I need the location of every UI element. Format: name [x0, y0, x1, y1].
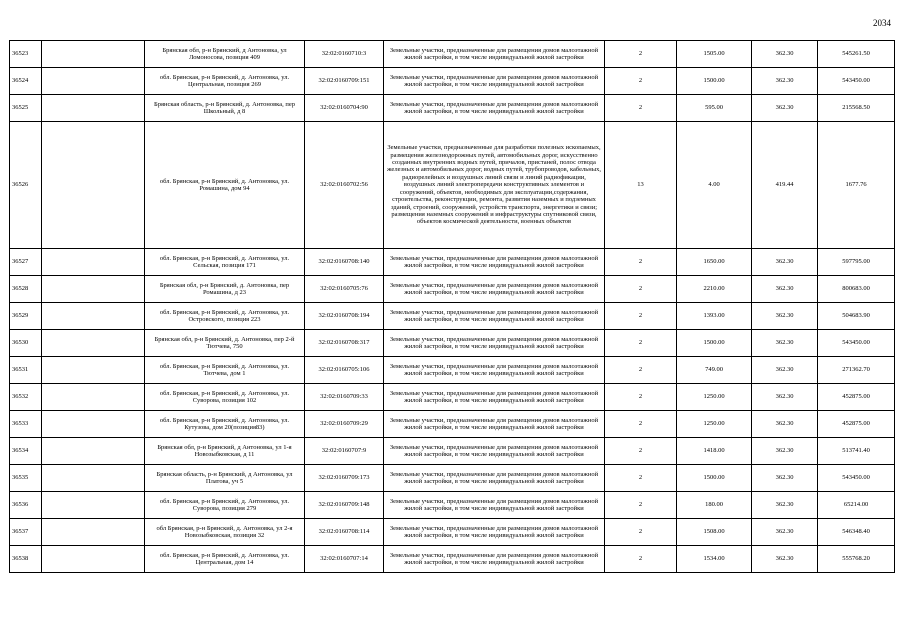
- empty-cell: [42, 438, 145, 465]
- cadastral-number-cell: 32:02:0160705:106: [305, 357, 384, 384]
- cadastral-value-cell: 1677.76: [818, 122, 895, 249]
- empty-cell: [42, 249, 145, 276]
- permitted-use-cell: Земельные участки, предназначенные для размещения домов малоэтажной жилой застройки, в том числе индивидуальной жилой застройки: [384, 546, 605, 573]
- unit-rate-cell: 362.30: [752, 465, 818, 492]
- table-row: [10, 465, 895, 492]
- empty-cell: [42, 41, 145, 68]
- empty-cell: [42, 519, 145, 546]
- table-row: [10, 303, 895, 330]
- table-row: [10, 68, 895, 95]
- area-cell: 1534.00: [677, 546, 752, 573]
- category-code-cell: 2: [605, 41, 677, 68]
- table-row: [10, 438, 895, 465]
- address-cell: Брянская обл, р-н Брянский, д. Антоновка, пер 2-й Тютчева, 750: [145, 330, 305, 357]
- area-cell: 1508.00: [677, 519, 752, 546]
- permitted-use-cell: Земельные участки, предназначенные для размещения домов малоэтажной жилой застройки, в том числе индивидуальной жилой застройки: [384, 438, 605, 465]
- permitted-use-cell: Земельные участки, предназначенные для размещения домов малоэтажной жилой застройки, в том числе индивидуальной жилой застройки: [384, 519, 605, 546]
- cadastral-number-cell: 32:02:0160708:114: [305, 519, 384, 546]
- category-code-cell: 2: [605, 68, 677, 95]
- category-code-cell: 2: [605, 492, 677, 519]
- category-code-cell: 2: [605, 438, 677, 465]
- area-cell: 180.00: [677, 492, 752, 519]
- permitted-use-cell: Земельные участки, предназначенные для разработки полезных ископаемых, размещения железнодорожных путей, автомобильных дорог, искусственно созданных внутренних водных путей, причалов, пристаней, полос отвода железных и автомобильных дорог, водных путей, трубопроводов, кабельных, радиорелейных и воздушных линий связи и линий радиофикации, воздушных линий электропередачи конструктивных элементов и сооружений, объектов, необходимых для эксплуатации,содержания, строительства, реконструкции, ремонта, развития наземных и подземных зданий, строений, сооружений, устройств транспорта, энергетики и связи; размещения наземных сооружений и инфраструктуры спутниковой связи, объектов космической деятельности, военных объектов: [384, 122, 605, 249]
- unit-rate-cell: 362.30: [752, 41, 818, 68]
- cadastral-number-cell: 32:02:0160708:194: [305, 303, 384, 330]
- cadastral-number-cell: 32:02:0160710:3: [305, 41, 384, 68]
- cadastral-number-cell: 32:02:0160709:29: [305, 411, 384, 438]
- table-row: [10, 276, 895, 303]
- row-number: 36525: [10, 95, 42, 122]
- unit-rate-cell: 419.44: [752, 122, 818, 249]
- area-cell: 1500.00: [677, 330, 752, 357]
- table-row: [10, 546, 895, 573]
- area-cell: 1250.00: [677, 411, 752, 438]
- table-row: [10, 519, 895, 546]
- empty-cell: [42, 330, 145, 357]
- unit-rate-cell: 362.30: [752, 95, 818, 122]
- area-cell: 749.00: [677, 357, 752, 384]
- address-cell: Брянская область, р-н Брянский, д. Антоновка, пер Школьный, д 8: [145, 95, 305, 122]
- cadastral-number-cell: 32:02:0160708:317: [305, 330, 384, 357]
- address-cell: обл. Брянская, р-н Брянский, д. Антоновка, ул. Тютчева, дом 1: [145, 357, 305, 384]
- address-cell: обл Брянская, р-н Брянский, д. Антоновка, ул 2-я Новозыбковская, позиция 32: [145, 519, 305, 546]
- unit-rate-cell: 362.30: [752, 384, 818, 411]
- permitted-use-cell: Земельные участки, предназначенные для размещения домов малоэтажной жилой застройки, в том числе индивидуальной жилой застройки: [384, 492, 605, 519]
- page-number: 2034: [873, 18, 891, 28]
- empty-cell: [42, 411, 145, 438]
- category-code-cell: 2: [605, 411, 677, 438]
- unit-rate-cell: 362.30: [752, 330, 818, 357]
- address-cell: обл. Брянская, р-н Брянский, д. Антоновка, ул. Ромашина, дом 94: [145, 122, 305, 249]
- row-number: 36535: [10, 465, 42, 492]
- row-number: 36538: [10, 546, 42, 573]
- permitted-use-cell: Земельные участки, предназначенные для размещения домов малоэтажной жилой застройки, в том числе индивидуальной жилой застройки: [384, 357, 605, 384]
- row-number: 36527: [10, 249, 42, 276]
- cadastral-number-cell: 32:02:0160702:56: [305, 122, 384, 249]
- address-cell: обл. Брянская, р-н Брянский, д. Антоновка, ул. Сельская, позиция 171: [145, 249, 305, 276]
- empty-cell: [42, 357, 145, 384]
- cadastral-value-cell: 546348.40: [818, 519, 895, 546]
- category-code-cell: 2: [605, 384, 677, 411]
- table-body: [10, 41, 895, 573]
- address-cell: обл. Брянская, р-н Брянский, д. Антоновка, ул. Кутузова, дом 20(позиция83): [145, 411, 305, 438]
- table-row: [10, 122, 895, 249]
- category-code-cell: 2: [605, 95, 677, 122]
- cadastral-number-cell: 32:02:0160705:76: [305, 276, 384, 303]
- address-cell: обл. Брянская, р-н Брянский, д. Антоновка, ул. Центральная, дом 14: [145, 546, 305, 573]
- permitted-use-cell: Земельные участки, предназначенные для размещения домов малоэтажной жилой застройки, в том числе индивидуальной жилой застройки: [384, 411, 605, 438]
- address-cell: Брянская обл, р-н Брянский, д. Антоновка, пер Ромашина, д 23: [145, 276, 305, 303]
- permitted-use-cell: Земельные участки, предназначенные для размещения домов малоэтажной жилой застройки, в том числе индивидуальной жилой застройки: [384, 465, 605, 492]
- address-cell: обл. Брянская, р-н Брянский, д. Антоновка, ул. Суворова, позиция 279: [145, 492, 305, 519]
- empty-cell: [42, 276, 145, 303]
- category-code-cell: 2: [605, 546, 677, 573]
- cadastral-number-cell: 32:02:0160707:14: [305, 546, 384, 573]
- address-cell: Брянская обл, р-н Брянский, д Антоновка, ул 1-я Новозыбковская, д 11: [145, 438, 305, 465]
- row-number: 36530: [10, 330, 42, 357]
- table-row: [10, 41, 895, 68]
- empty-cell: [42, 492, 145, 519]
- table-row: [10, 492, 895, 519]
- cadastral-value-cell: 504683.90: [818, 303, 895, 330]
- permitted-use-cell: Земельные участки, предназначенные для размещения домов малоэтажной жилой застройки, в том числе индивидуальной жилой застройки: [384, 276, 605, 303]
- unit-rate-cell: 362.30: [752, 357, 818, 384]
- category-code-cell: 2: [605, 465, 677, 492]
- unit-rate-cell: 362.30: [752, 303, 818, 330]
- area-cell: 1500.00: [677, 465, 752, 492]
- permitted-use-cell: Земельные участки, предназначенные для размещения домов малоэтажной жилой застройки, в том числе индивидуальной жилой застройки: [384, 249, 605, 276]
- category-code-cell: 2: [605, 519, 677, 546]
- unit-rate-cell: 362.30: [752, 249, 818, 276]
- empty-cell: [42, 122, 145, 249]
- permitted-use-cell: Земельные участки, предназначенные для размещения домов малоэтажной жилой застройки, в том числе индивидуальной жилой застройки: [384, 95, 605, 122]
- area-cell: 4.00: [677, 122, 752, 249]
- cadastral-value-cell: 597795.00: [818, 249, 895, 276]
- category-code-cell: 2: [605, 276, 677, 303]
- category-code-cell: 2: [605, 249, 677, 276]
- address-cell: обл. Брянская, р-н Брянский, д. Антоновка, ул. Суворова, позиция 102: [145, 384, 305, 411]
- permitted-use-cell: Земельные участки, предназначенные для размещения домов малоэтажной жилой застройки, в том числе индивидуальной жилой застройки: [384, 41, 605, 68]
- unit-rate-cell: 362.30: [752, 276, 818, 303]
- cadastral-number-cell: 32:02:0160708:140: [305, 249, 384, 276]
- table-row: [10, 95, 895, 122]
- unit-rate-cell: 362.30: [752, 546, 818, 573]
- cadastral-number-cell: 32:02:0160709:173: [305, 465, 384, 492]
- row-number: 36523: [10, 41, 42, 68]
- cadastral-value-cell: 452875.00: [818, 384, 895, 411]
- address-cell: Брянская область, р-н Брянский, д Антоновка, ул Платова, уч 5: [145, 465, 305, 492]
- unit-rate-cell: 362.30: [752, 68, 818, 95]
- row-number: 36524: [10, 68, 42, 95]
- permitted-use-cell: Земельные участки, предназначенные для размещения домов малоэтажной жилой застройки, в том числе индивидуальной жилой застройки: [384, 68, 605, 95]
- cadastral-number-cell: 32:02:0160704:90: [305, 95, 384, 122]
- cadastral-value-cell: 555768.20: [818, 546, 895, 573]
- row-number: 36533: [10, 411, 42, 438]
- cadastral-value-cell: 452875.00: [818, 411, 895, 438]
- table-row: [10, 330, 895, 357]
- cadastral-number-cell: 32:02:0160707:9: [305, 438, 384, 465]
- cadastral-value-cell: 543450.00: [818, 465, 895, 492]
- area-cell: 1650.00: [677, 249, 752, 276]
- permitted-use-cell: Земельные участки, предназначенные для размещения домов малоэтажной жилой застройки, в том числе индивидуальной жилой застройки: [384, 303, 605, 330]
- category-code-cell: 2: [605, 303, 677, 330]
- cadastral-value-cell: 215568.50: [818, 95, 895, 122]
- row-number: 36534: [10, 438, 42, 465]
- row-number: 36528: [10, 276, 42, 303]
- empty-cell: [42, 546, 145, 573]
- row-number: 36526: [10, 122, 42, 249]
- cadastral-number-cell: 32:02:0160709:151: [305, 68, 384, 95]
- empty-cell: [42, 95, 145, 122]
- table-row: [10, 357, 895, 384]
- category-code-cell: 2: [605, 330, 677, 357]
- area-cell: 2210.00: [677, 276, 752, 303]
- cadastral-value-cell: 543450.00: [818, 68, 895, 95]
- empty-cell: [42, 303, 145, 330]
- cadastral-value-table: [9, 40, 895, 573]
- address-cell: обл. Брянская, р-н Брянский, д. Антоновка, ул. Центральная, позиция 269: [145, 68, 305, 95]
- unit-rate-cell: 362.30: [752, 438, 818, 465]
- permitted-use-cell: Земельные участки, предназначенные для размещения домов малоэтажной жилой застройки, в том числе индивидуальной жилой застройки: [384, 330, 605, 357]
- empty-cell: [42, 384, 145, 411]
- unit-rate-cell: 362.30: [752, 519, 818, 546]
- table-row: [10, 384, 895, 411]
- cadastral-value-cell: 543450.00: [818, 330, 895, 357]
- row-number: 36531: [10, 357, 42, 384]
- row-number: 36529: [10, 303, 42, 330]
- area-cell: 1393.00: [677, 303, 752, 330]
- empty-cell: [42, 465, 145, 492]
- area-cell: 1505.00: [677, 41, 752, 68]
- cadastral-value-cell: 271362.70: [818, 357, 895, 384]
- unit-rate-cell: 362.30: [752, 411, 818, 438]
- cadastral-value-cell: 513741.40: [818, 438, 895, 465]
- row-number: 36537: [10, 519, 42, 546]
- area-cell: 1418.00: [677, 438, 752, 465]
- area-cell: 595.00: [677, 95, 752, 122]
- table-row: [10, 411, 895, 438]
- empty-cell: [42, 68, 145, 95]
- row-number: 36536: [10, 492, 42, 519]
- unit-rate-cell: 362.30: [752, 492, 818, 519]
- row-number: 36532: [10, 384, 42, 411]
- cadastral-value-cell: 545261.50: [818, 41, 895, 68]
- category-code-cell: 13: [605, 122, 677, 249]
- cadastral-number-cell: 32:02:0160709:148: [305, 492, 384, 519]
- address-cell: Брянская обл, р-н Брянский, д Антоновка, ул Ломоносова, позиция 409: [145, 41, 305, 68]
- area-cell: 1500.00: [677, 68, 752, 95]
- area-cell: 1250.00: [677, 384, 752, 411]
- cadastral-value-cell: 800683.00: [818, 276, 895, 303]
- table-row: [10, 249, 895, 276]
- cadastral-value-cell: 65214.00: [818, 492, 895, 519]
- category-code-cell: 2: [605, 357, 677, 384]
- permitted-use-cell: Земельные участки, предназначенные для размещения домов малоэтажной жилой застройки, в том числе индивидуальной жилой застройки: [384, 384, 605, 411]
- address-cell: обл. Брянская, р-н Брянский, д. Антоновка, ул. Островского, позиция 223: [145, 303, 305, 330]
- cadastral-number-cell: 32:02:0160709:33: [305, 384, 384, 411]
